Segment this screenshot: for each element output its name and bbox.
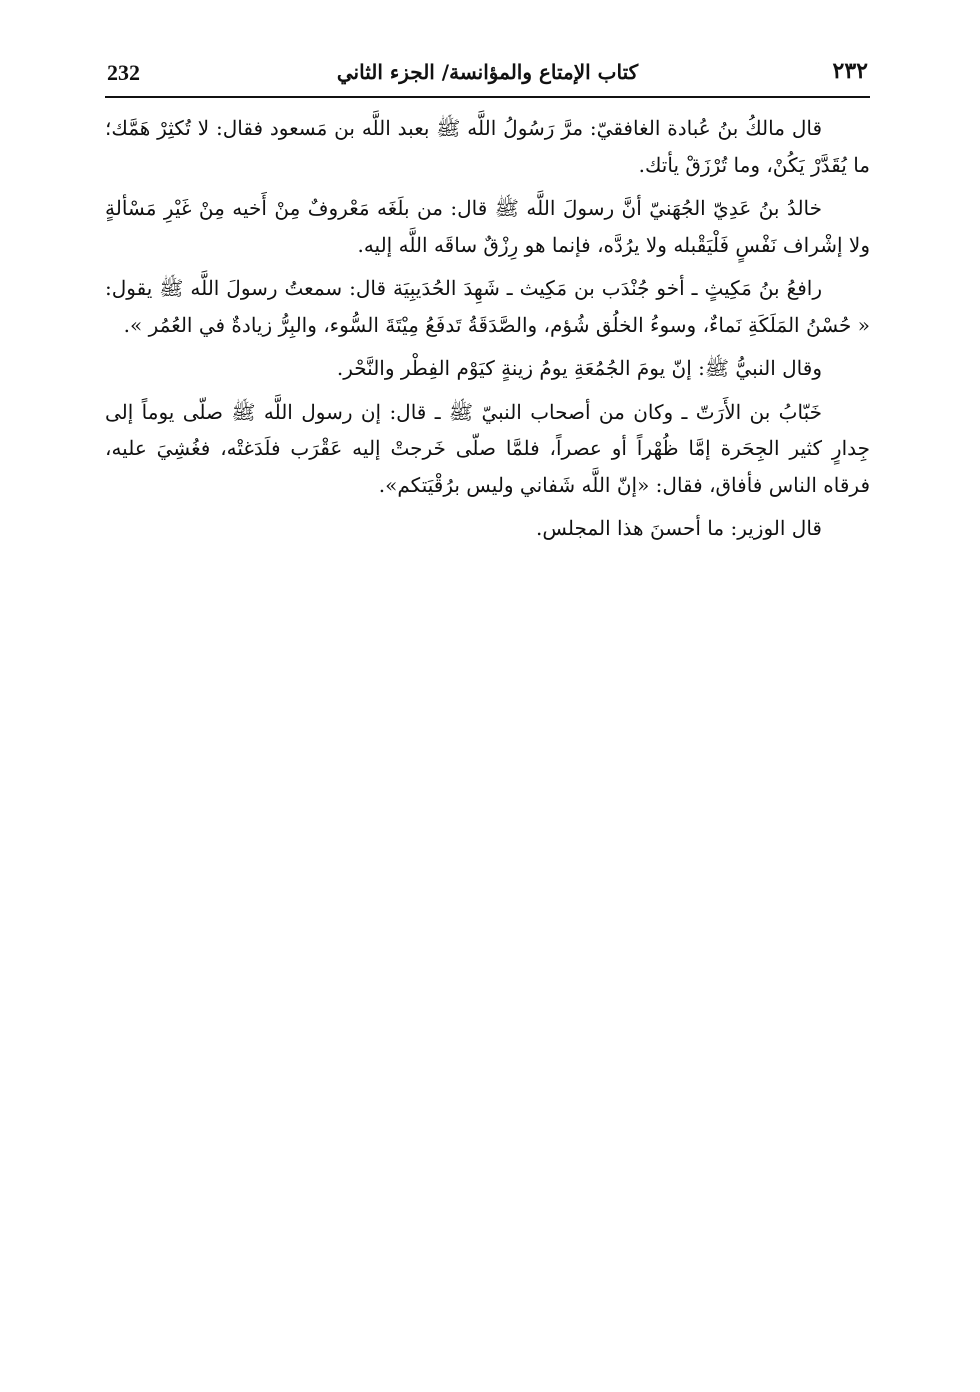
- page-body: [105, 110, 870, 554]
- page-number-latin: 232: [107, 60, 140, 85]
- paragraph-friday-adornment: وقال النبيُّ ﷺ: إنّ يومَ الجُمُعَةِ يومُ زينةٍ كيَوْم الفِطْر والنَّحْر.: [336, 356, 822, 380]
- page-number-arabic: ٢٣٢: [832, 58, 868, 84]
- paragraph-malik-ibn-ubada: قال مالكُ بنُ عُبادة الغافقيّ: مرَّ رَسُولُ اللَّه ﷺ بعبد اللَّه بن مَسعود فقال: لا تُكثِرْ هَمَّك؛ ما يُقَدَّرْ يَكُنْ، وما تُرْزَقْ يأتك.: [105, 116, 870, 177]
- paragraph-rafi-ibn-makith: رافعُ بنُ مَكِيثٍ ـ أخو جُنْدَب بن مَكِيث ـ شَهِدَ الحُدَيبِيَة قال: سمعتُ رسولَ اللَّه ﷺ يقول: « حُسْنُ المَلَكَةِ نَماءٌ، وسوءُ الخلُق شُؤم، والصَّدَقَةُ تَدفَعُ مِيْتَةَ السُّوء، والبِرُّ زيادةٌ في العُمُر ».: [105, 276, 870, 337]
- paragraph-khalid-ibn-adiyy: خالدُ بنُ عَدِيّ الجُهَنيّ أنَّ رسولَ اللَّه ﷺ قال: من بلَغَه مَعْروفٌ مِنْ أَخيه مِنْ غَيْرِ مَسْألةٍ ولا إشْراف نَفْسٍ فَلْيَقْبله ولا يرُدَّه، فإنما هو رِزْقٌ ساقَه اللَّه إليه.: [105, 196, 870, 257]
- paragraph-vizier-remark: قال الوزير: ما أحسنَ هذا المجلس.: [536, 516, 822, 540]
- paragraph-khabbab-ibn-aratt: خَبّابُ بن الأَرَتّ ـ وكان من أصحاب النبيّ ﷺ ـ قال: إن رسول اللَّه ﷺ صلّى يوماً إلى جِدارٍ كثير الجِحَرة إمَّا ظُهْراً أو عصراً، فلمَّا صلّى خَرجتْ إليه عَقْرَب فلَدَغتْه، فغُشِيَ عليه، فرقاه الناس فأفاق، فقال: «إنّ اللَّه شَفاني وليس برُقْيَتكم».: [105, 399, 870, 497]
- running-title: كتاب الإمتاع والمؤانسة/ الجزء الثاني: [336, 60, 639, 84]
- page-header: [105, 52, 870, 98]
